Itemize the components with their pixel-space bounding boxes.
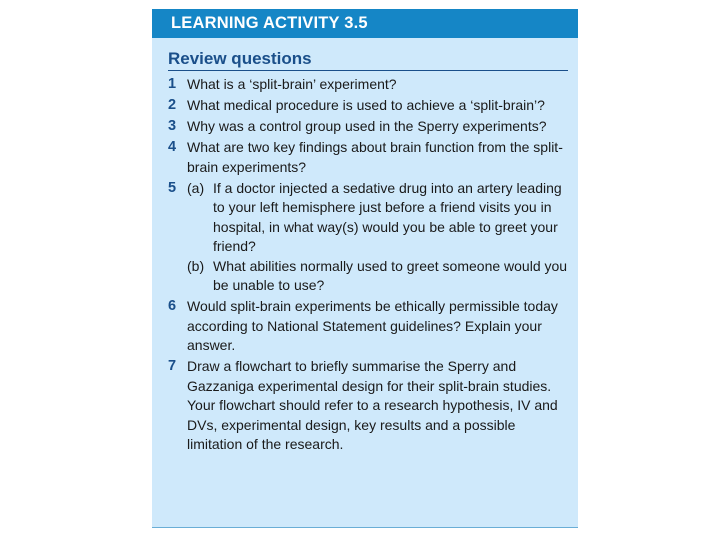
question-1 (168, 75, 568, 95)
question-text: Why was a control group used in the Sperry experiments? (187, 118, 547, 134)
question-number: 4 (168, 139, 177, 155)
question-number: 3 (168, 118, 177, 134)
learning-activity-card (152, 9, 578, 528)
part-label: (a) (187, 179, 205, 196)
question-4 (168, 138, 568, 177)
question-number: 2 (168, 97, 177, 113)
part-text: If a doctor injected a sedative drug into an artery leading to your left hemisphere just before a friend visits you in hospital, in what way(s) would you be able to greet your friend? (213, 179, 562, 254)
question-number: 7 (168, 358, 177, 374)
question-6 (168, 297, 568, 356)
part-label: (b) (187, 257, 205, 274)
question-7 (168, 357, 568, 455)
question-text: Draw a flowchart to briefly summarise the Sperry and Gazzaniga experimental design for their split-brain studies. Your flowchart should refer to a research hypothesis, IV and DVs, experimental design, key results and a possible limitation of the research. (187, 358, 558, 452)
question-parts (187, 179, 568, 296)
question-text: What is a ‘split-brain’ experiment? (187, 76, 397, 92)
section-heading: Review questions (168, 48, 568, 71)
question-number: 5 (168, 179, 177, 196)
question-text: What medical procedure is used to achieve a ‘split-brain’? (187, 97, 545, 113)
question-5 (168, 179, 568, 296)
question-number: 6 (168, 298, 177, 314)
question-part-a (187, 179, 568, 257)
question-text: What are two key findings about brain function from the split-brain experiments? (187, 139, 563, 175)
activity-banner: LEARNING ACTIVITY 3.5 (152, 9, 578, 38)
question-number: 1 (168, 76, 177, 92)
question-text: Would split-brain experiments be ethically permissible today according to National Statement guidelines? Explain your answer. (187, 298, 558, 353)
question-2 (168, 96, 568, 116)
question-3 (168, 117, 568, 137)
question-part-b (187, 257, 568, 296)
part-text: What abilities normally used to greet someone would you be unable to use? (213, 257, 568, 293)
question-list (168, 75, 568, 456)
